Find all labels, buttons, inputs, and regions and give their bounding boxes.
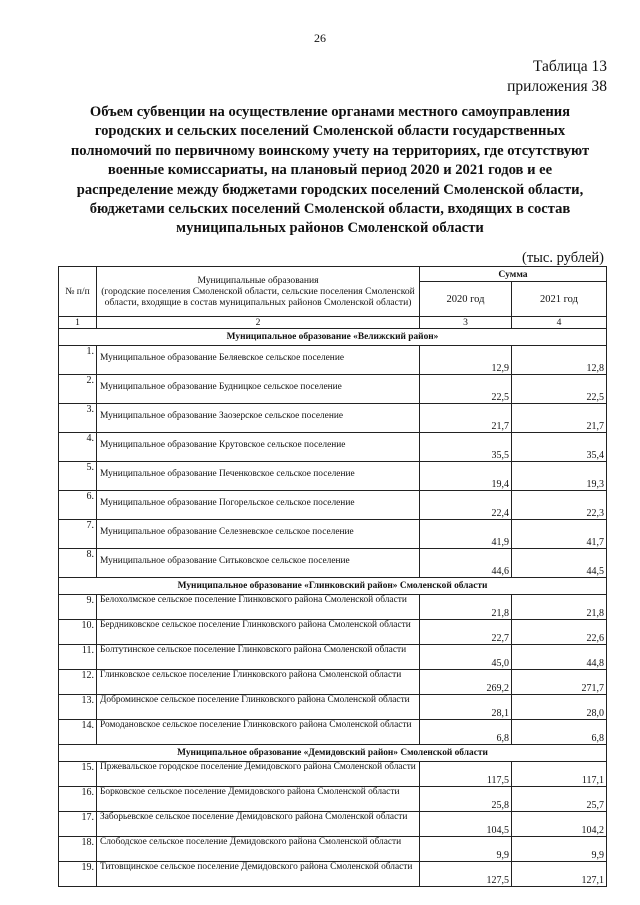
row-name: Пржевальское городское поселение Демидовского района Смоленской области [97,762,420,787]
row-name: Белохолмское сельское поселение Глинковского района Смоленской области [97,595,420,620]
value-2021: 22,5 [512,375,607,404]
value-2020: 21,8 [420,595,512,620]
row-name: Муниципальное образование Ситьковское сельское поселение [97,549,420,578]
row-number: 14. [59,720,97,745]
value-2020: 22,7 [420,620,512,645]
row-name: Слободское сельское поселение Демидовского района Смоленской области [97,837,420,862]
section-row [59,578,607,595]
table-row [59,520,607,549]
value-2020: 21,7 [420,404,512,433]
row-number: 7. [59,520,97,549]
table-row [59,645,607,670]
value-2021: 44,5 [512,549,607,578]
value-2021: 44,8 [512,645,607,670]
table-row [59,695,607,720]
row-name: Муниципальное образование Беляевское сельское поселение [97,346,420,375]
value-2021: 117,1 [512,762,607,787]
value-2020: 45,0 [420,645,512,670]
row-name: Заборьевское сельское поселение Демидовского района Смоленской области [97,812,420,837]
value-2021: 28,0 [512,695,607,720]
value-2021: 6,8 [512,720,607,745]
table-row [59,837,607,862]
row-number: 13. [59,695,97,720]
col-number: 3 [420,317,512,329]
title-line: военные комиссариаты, на плановый период 2020 и 2021 годов и ее [107,162,553,179]
row-number: 9. [59,595,97,620]
header-2020: 2020 год [420,282,512,317]
table-row [59,375,607,404]
table-row [59,670,607,695]
value-2020: 44,6 [420,549,512,578]
value-2021: 271,7 [512,670,607,695]
value-2021: 22,6 [512,620,607,645]
title-line: полномочий по первичному воинскому учету на территориях, где отсутствуют [70,142,590,159]
header-sum: Сумма [420,267,607,282]
title-line: городских и сельских поселений Смоленской области государственных [94,123,566,140]
header-name-title: Муниципальные образования [197,275,319,286]
value-2020: 117,5 [420,762,512,787]
table-ref-line-1: Таблица 13 [532,58,607,75]
row-number: 4. [59,433,97,462]
row-name: Борковское сельское поселение Демидовского района Смоленской области [97,787,420,812]
row-name: Доброминское сельское поселение Глинковского района Смоленской области [97,695,420,720]
value-2021: 41,7 [512,520,607,549]
row-name: Муниципальное образование Будницкое сельское поселение [97,375,420,404]
table-row [59,720,607,745]
section-title: Муниципальное образование «Глинковский район» Смоленской области [59,578,607,595]
table-ref-line-2: приложения 38 [507,78,607,95]
row-number: 6. [59,491,97,520]
value-2020: 22,5 [420,375,512,404]
row-number: 5. [59,462,97,491]
col-number: 1 [59,317,97,329]
value-2020: 9,9 [420,837,512,862]
row-number: 18. [59,837,97,862]
table-row [59,549,607,578]
header-name-sub: (городские поселения Смоленской области, сельские поселения Смоленской области, входящие в состав муниципальных районов Смоленской области) [101,286,415,308]
row-name: Муниципальное образование Печенковское сельское поселение [97,462,420,491]
section-title: Муниципальное образование «Демидовский район» Смоленской области [59,745,607,762]
value-2020: 12,9 [420,346,512,375]
table-row [59,595,607,620]
section-title: Муниципальное образование «Велижский район» [59,329,607,346]
value-2021: 12,8 [512,346,607,375]
table-row [59,812,607,837]
header-name [97,267,420,317]
value-2021: 25,7 [512,787,607,812]
table-row [59,787,607,812]
value-2020: 19,4 [420,462,512,491]
row-name: Титовщинское сельское поселение Демидовского района Смоленской области [97,862,420,887]
title-line: муниципальных районов Смоленской области [176,220,484,237]
row-number: 1. [59,346,97,375]
title-line: Объем субвенции на осуществление органами местного самоуправления [89,104,571,120]
value-2021: 22,3 [512,491,607,520]
row-number: 2. [59,375,97,404]
value-2020: 35,5 [420,433,512,462]
row-name: Глинковское сельское поселение Глинковского района Смоленской области [97,670,420,695]
table-row [59,620,607,645]
value-2020: 28,1 [420,695,512,720]
value-2021: 19,3 [512,462,607,491]
value-2020: 41,9 [420,520,512,549]
table-row [59,491,607,520]
value-2020: 127,5 [420,862,512,887]
row-number: 19. [59,862,97,887]
row-name: Болтутинское сельское поселение Глинковского района Смоленской области [97,645,420,670]
row-number: 12. [59,670,97,695]
title-line: бюджетами сельских поселений Смоленской области, входящих в состав [89,201,571,218]
value-2021: 21,8 [512,595,607,620]
table-row [59,862,607,887]
value-2020: 104,5 [420,812,512,837]
row-number: 17. [59,812,97,837]
value-2021: 104,2 [512,812,607,837]
table-row [59,762,607,787]
subvention-table [58,266,607,887]
section-row [59,745,607,762]
title-line: распределение между бюджетами городских поселений Смоленской области, [76,181,584,198]
row-number: 15. [59,762,97,787]
value-2021: 127,1 [512,862,607,887]
table-row [59,462,607,491]
value-2021: 21,7 [512,404,607,433]
value-2021: 35,4 [512,433,607,462]
table-row [59,404,607,433]
header-num: № п/п [59,267,97,317]
row-name: Муниципальное образование Крутовское сельское поселение [97,433,420,462]
section-row [59,329,607,346]
document-title [62,103,598,239]
page-number: 26 [314,31,326,45]
table-row [59,433,607,462]
value-2020: 22,4 [420,491,512,520]
value-2020: 269,2 [420,670,512,695]
value-2021: 9,9 [512,837,607,862]
row-number: 3. [59,404,97,433]
row-number: 11. [59,645,97,670]
value-2020: 25,8 [420,787,512,812]
row-number: 8. [59,549,97,578]
row-name: Муниципальное образование Погорельское сельское поселение [97,491,420,520]
header-2021: 2021 год [512,282,607,317]
row-name: Муниципальное образование Селезневское сельское поселение [97,520,420,549]
row-name: Муниципальное образование Заозерское сельское поселение [97,404,420,433]
units-label: (тыс. рублей) [522,250,604,266]
row-number: 10. [59,620,97,645]
value-2020: 6,8 [420,720,512,745]
col-number: 2 [97,317,420,329]
row-number: 16. [59,787,97,812]
table-row [59,346,607,375]
row-name: Ромодановское сельское поселение Глинковского района Смоленской области [97,720,420,745]
col-number: 4 [512,317,607,329]
row-name: Бердниковское сельское поселение Глинковского района Смоленской области [97,620,420,645]
table-reference [507,57,607,97]
